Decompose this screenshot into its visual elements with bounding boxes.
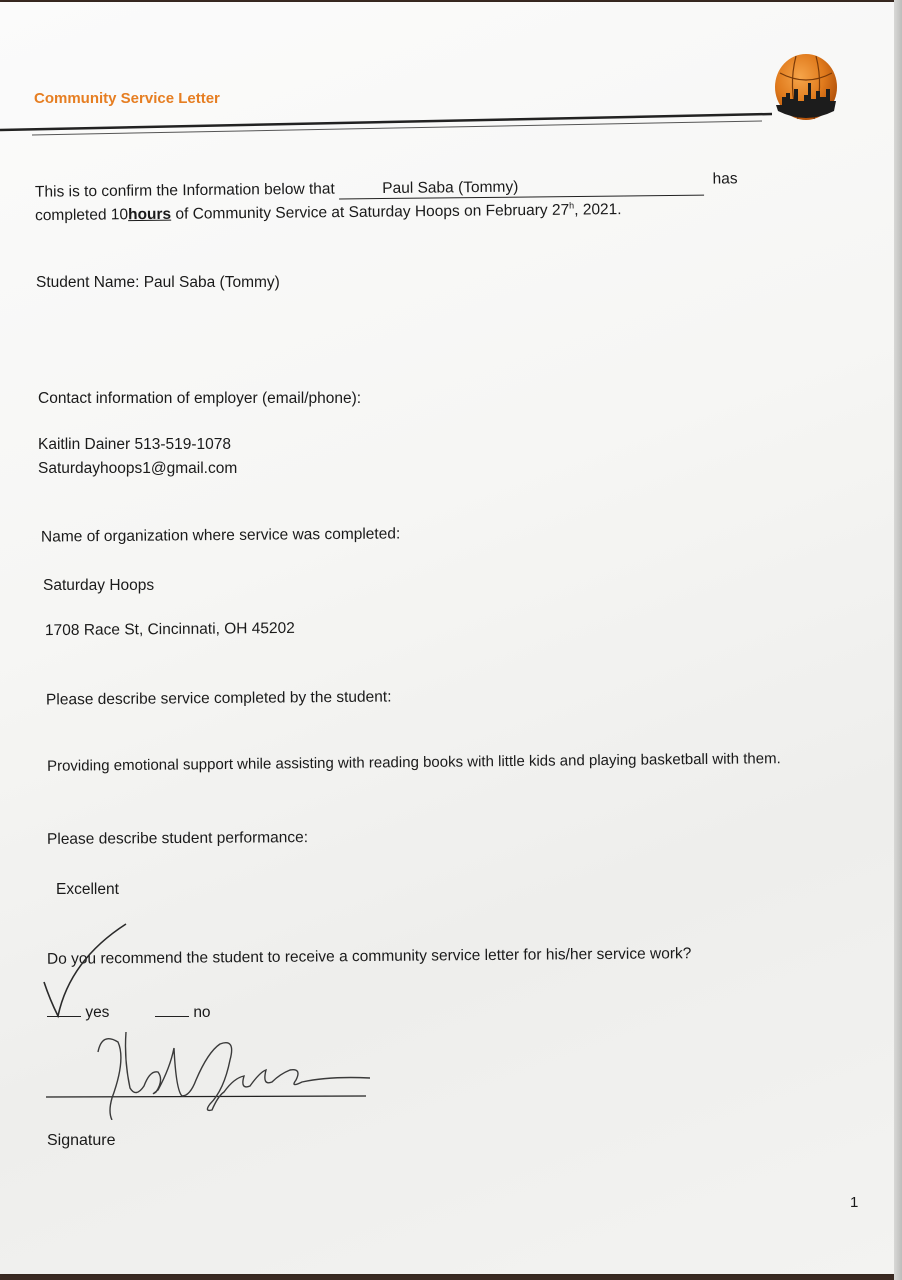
performance-label: Please describe student performance: bbox=[46, 829, 309, 848]
organization-address: 1708 Race St, Cincinnati, OH 45202 bbox=[44, 619, 295, 640]
handwritten-signature-icon bbox=[98, 1032, 370, 1120]
yes-option[interactable]: yes bbox=[47, 1004, 109, 1022]
letter-page bbox=[0, 2, 896, 1274]
organization-label: Name of organization where service was completed: bbox=[40, 525, 401, 546]
intro-text: This is to confirm the Information below that bbox=[34, 180, 335, 201]
student-name: Student Name: Paul Saba (Tommy) bbox=[36, 274, 280, 291]
intro-line-2: completed 10hours of Community Service at Saturday Hoops on February 27$^h$, 2021. bbox=[34, 200, 622, 225]
hours-label: hours bbox=[127, 205, 172, 224]
signature-label: Signature bbox=[47, 1132, 116, 1149]
signature-line bbox=[46, 1096, 366, 1097]
handwriting-layer bbox=[40, 920, 400, 1120]
recommend-question: Do you recommend the student to receive a community service letter for his/her service work? bbox=[46, 945, 692, 968]
intro-line-1: This is to confirm the Information below that Paul Saba (Tommy) has bbox=[34, 170, 738, 201]
basketball-city-logo-icon bbox=[774, 53, 838, 121]
document-header-title: Community Service Letter bbox=[34, 90, 220, 107]
page-number: 1 bbox=[850, 1194, 859, 1211]
contact-phone: Kaitlin Dainer 513-519-1078 bbox=[38, 436, 232, 453]
contact-email: Saturdayhoops1@gmail.com bbox=[38, 460, 238, 477]
performance-value: Excellent bbox=[56, 881, 119, 898]
page-edge bbox=[894, 0, 902, 1280]
student-name-blank bbox=[339, 177, 704, 200]
organization-name: Saturday Hoops bbox=[43, 577, 155, 594]
header-divider bbox=[0, 102, 780, 142]
check-mark-icon bbox=[44, 924, 126, 1016]
no-option[interactable]: no bbox=[155, 1004, 211, 1022]
student-name-filled: Paul Saba (Tommy) bbox=[382, 178, 519, 198]
service-description: Providing emotional support while assisting with reading books with little kids and playing basketball with them. bbox=[46, 750, 781, 775]
service-label: Please describe service completed by the student: bbox=[45, 688, 392, 709]
contact-label: Contact information of employer (email/phone): bbox=[38, 390, 362, 407]
